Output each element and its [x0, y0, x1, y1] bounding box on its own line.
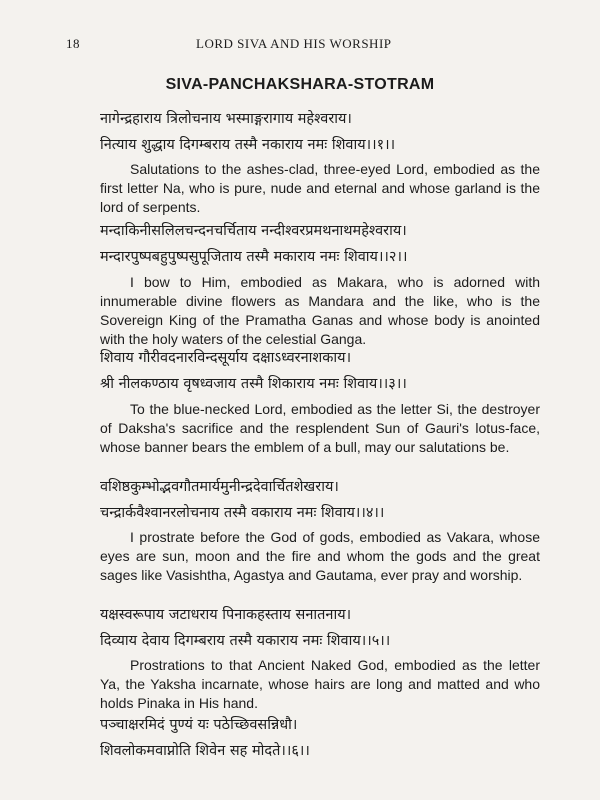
- verse-line: वशिष्ठकुम्भोद्भवगौतमार्यमुनीन्द्रदेवार्चितशेखराय।: [100, 479, 339, 495]
- translation-paragraph: To the blue-necked Lord, embodied as the letter Si, the destroyer of Daksha's sacrifice and the resplendent Sun of Gauri's lotus-face, whose banner bears the emblem of a bull, may our salutations be.: [100, 401, 540, 455]
- sanskrit-verse: [100, 218, 407, 270]
- sanskrit-verse: [100, 602, 390, 654]
- verse-line: मन्दाकिनीसलिलचन्दनचर्चिताय नन्दीश्वरप्रमथनाथमहेश्वराय।: [100, 223, 407, 239]
- running-title: LORD SIVA AND HIS WORSHIP: [196, 36, 392, 51]
- verse-line: यक्षस्वरूपाय जटाधराय पिनाकहस्ताय सनातनाय।: [100, 607, 352, 623]
- verse-line: चन्द्रार्कवैश्वानरलोचनाय तस्मै वकाराय नमः शिवाय।।४।।: [100, 505, 385, 521]
- verse-line: दिव्याय देवाय दिगम्बराय तस्मै यकाराय नमः शिवाय।।५।।: [100, 633, 391, 649]
- verse-line: नित्याय शुद्धाय दिगम्बराय तस्मै नकाराय नमः शिवाय।।१।।: [100, 137, 396, 153]
- sanskrit-verse: [100, 106, 395, 158]
- page-title: SIVA-PANCHAKSHARA-STOTRAM: [165, 76, 435, 93]
- sanskrit-verse: [100, 474, 384, 526]
- verse-line: शिवलोकमवाप्नोति शिवेन सह मोदते।।६।।: [100, 743, 310, 759]
- translation-paragraph: I prostrate before the God of gods, embodied as Vakara, whose eyes are sun, moon and the fire and whom the gods and the great sages like Vasishtha, Agastya and Gautama, ever pray and worship.: [100, 529, 540, 583]
- sanskrit-verse: [100, 345, 407, 397]
- translation-paragraph: I bow to Him, embodied as Makara, who is adorned with innumerable divine flowers as Mandara and the like, who is the Sovereign King of the Pramatha Ganas and whose body is anointed with the holy waters of the celestial Ganga.: [100, 274, 540, 347]
- verse-line: नागेन्द्रहाराय त्रिलोचनाय भस्माङ्गरागाय महेश्वराय।: [100, 111, 352, 127]
- verse-line: पञ्चाक्षरमिदं पुण्यं यः पठेच्छिवसन्निधौ।: [100, 717, 298, 733]
- verse-line: मन्दारपुष्पबहुपुष्पसुपूजिताय तस्मै मकाराय नमः शिवाय।।२।।: [100, 249, 408, 265]
- verse-line: श्री नीलकण्ठाय वृषध्वजाय तस्मै शिकाराय नमः शिवाय।।३।।: [100, 376, 407, 392]
- translation-paragraph: Salutations to the ashes-clad, three-eyed Lord, embodied as the first letter Na, who is pure, nude and eternal and whose garland is the lord of serpents.: [100, 161, 540, 215]
- verse-line: शिवाय गौरीवदनारविन्दसूर्याय दक्षाऽध्वरनाशकाय।: [100, 350, 352, 366]
- translation-paragraph: Prostrations to that Ancient Naked God, embodied as the letter Ya, the Yaksha incarnate, whose hairs are long and matted and who holds Pinaka in His hand.: [100, 657, 540, 711]
- page-number: 18: [66, 36, 80, 51]
- sanskrit-verse: [100, 712, 310, 764]
